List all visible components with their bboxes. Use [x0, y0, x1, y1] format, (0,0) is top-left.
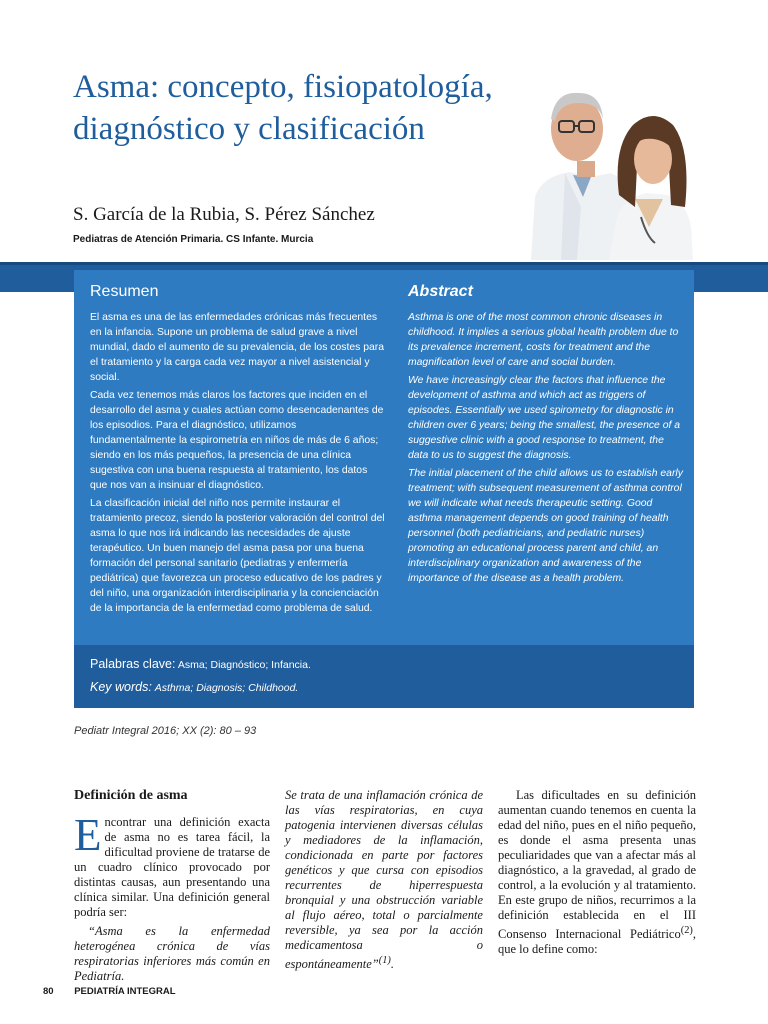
- definition-continuation: [285, 788, 483, 972]
- abstract-paragraph-3: The initial placement of the child allows us to establish early treatment; with subsequent measurement of asthma control we will indicate what needs therapeutic setting. Good asthma management depends on good training of health personnel (both pediatricians, and pediatric nurses) promoting an educational process parent and child, an interdisciplinary organization and awareness of the importance of the disease as a health problem.: [408, 468, 683, 584]
- reference-2: (2): [680, 925, 693, 936]
- header-band-line: [0, 262, 768, 265]
- keywords-en-values: Asthma; Diagnosis; Childhood.: [154, 682, 299, 694]
- page-number: 80: [43, 986, 54, 997]
- journal-name: PEDIATRÍA INTEGRAL: [74, 986, 176, 997]
- article-authors: S. García de la Rubia, S. Pérez Sánchez: [73, 204, 375, 225]
- body-text-3-end: , que lo define como:: [498, 927, 696, 957]
- authors-photo: [521, 77, 695, 260]
- body-column-1: [74, 788, 270, 984]
- resumen-column: [90, 283, 385, 619]
- keywords-box: [74, 645, 694, 708]
- keywords-en-label: Key words:: [90, 680, 152, 694]
- definition-quote: “Asma es la enfermedad heterogénea crónica de vías respiratorias inferiores más común en Pediatría.: [74, 924, 270, 983]
- abstract-heading: Abstract: [408, 283, 473, 300]
- author-affiliation: Pediatras de Atención Primaria. CS Infante. Murcia: [73, 234, 314, 245]
- resumen-paragraph-1: El asma es una de las enfermedades crónicas más frecuentes en la infancia. Supone un problema de salud grave a nivel mundial, dado el aumento de su prevalencia, de los costes para el tratamiento y la carga cada vez mayor a nivel asistencial y social.: [90, 312, 385, 383]
- citation: Pediatr Integral 2016; XX (2): 80 – 93: [74, 725, 257, 737]
- article-title: Asma: concepto, fisiopatología, diagnóstico y clasificación: [73, 69, 493, 147]
- body-column-2: [285, 788, 483, 972]
- abstract-paragraph-2: We have increasingly clear the factors that influence the development of asthma and which act as triggers of episodes. Essentially we used spirometry for diagnostic in children over 6 years; being the smallest, the presence of a suggestive clinic with a good response to treatment, the data to us to suggest the diagnosis.: [408, 375, 681, 461]
- page-footer: [43, 986, 176, 997]
- body-text-1: ncontrar una definición exacta de asma no es tarea fácil, la dificultad proviene de tratarse de un cuadro clínico provocado por distintas causas, aun presentando una clínica similar. Una definición general podría ser:: [74, 815, 270, 919]
- keywords-en: [90, 680, 298, 694]
- keywords-es-label: Palabras clave:: [90, 657, 176, 671]
- abstract-column: [408, 283, 683, 589]
- dropcap: E: [74, 810, 102, 860]
- resumen-paragraph-2: Cada vez tenemos más claros los factores que inciden en el desarrollo del asma y cuales actúan como desencadenantes de los episodios. Para el diagnóstico, utilizamos fundamentalmente la espirometría en niños de más de 6 años; siendo en los más pequeños, la presencia de una clínica sugestiva con una buena respuesta al tratamiento, los datos que nos van a insinuar el diagnóstico.: [90, 390, 384, 491]
- reference-1: (1): [378, 955, 391, 966]
- definition-text: Se trata de una inflamación crónica de las vías respiratorias, en cuya patogenia intervienen diversas células y mediadores de la inflamación, condicionada en parte por factores genéticos y que cursa con episodios recurrentes de hiperrespuesta bronquial y una obstrucción variable al flujo aéreo, total o parcialmente reversible, ya sea por la acción medicamentosa o espontáneamente”: [285, 788, 483, 972]
- resumen-heading: Resumen: [90, 283, 159, 300]
- body-column-3: [498, 788, 696, 957]
- keywords-es-values: Asma; Diagnóstico; Infancia.: [177, 659, 311, 671]
- body-paragraph-3: [498, 788, 696, 957]
- body-paragraph-1: [74, 810, 270, 920]
- abstract-paragraph-1: Asthma is one of the most common chronic diseases in childhood. It implies a serious global health problem due to its prevalence increment, costs for treatment and the magnification level of care and social burden.: [408, 312, 679, 368]
- resumen-paragraph-3: La clasificación inicial del niño nos permite instaurar el tratamiento precoz, siendo la posterior valoración del control del asma lo que nos irá indicando las necesidades de ajuste terapéutico. Un buen manejo del asma pasa por una buena formación del personal sanitario (pediatras y enfermería pediátrica) que favorezca un proceso educativo de los padres y del niño, una organización interdisciplinaria y la concienciación de la importancia de la enfermedad como problema de salud.: [90, 498, 385, 614]
- definition-end: .: [390, 957, 394, 972]
- body-text-3: Las dificultades en su definición aumentan cuando tenemos en cuenta la edad del niño, pues en el niño pequeño, es donde el asma presenta unas peculiaridades que van a afectar más al diagnóstico, a la gravedad, al grado de control, a la evolución y al tratamiento. En este grupo de niños, recurrimos a la definición establecida en el III Consenso Internacional Pediátrico: [498, 788, 696, 942]
- keywords-es: [90, 657, 311, 671]
- section-heading: Definición de asma: [74, 788, 188, 803]
